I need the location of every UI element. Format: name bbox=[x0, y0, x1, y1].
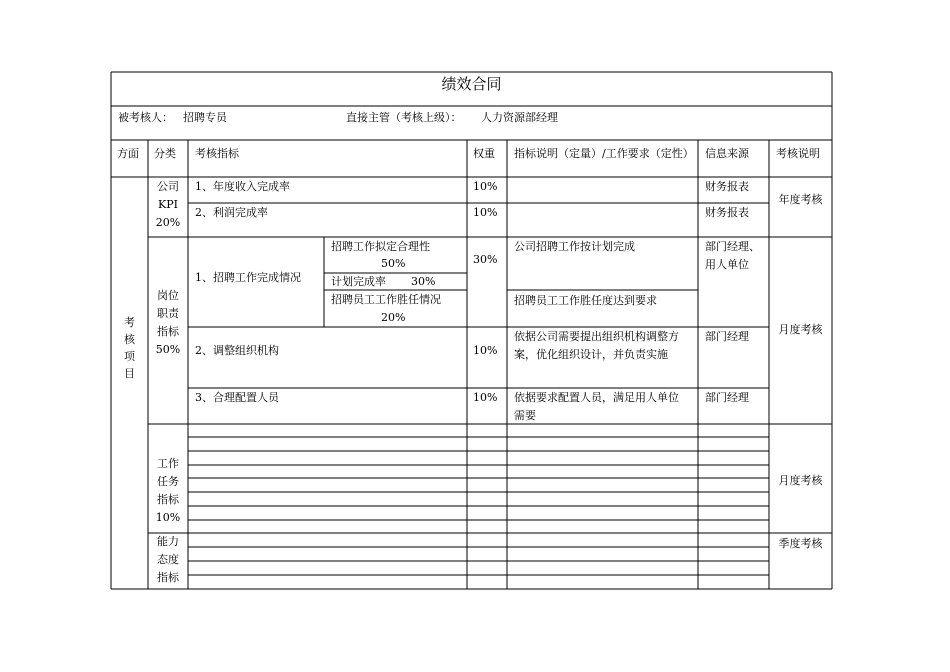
indicator-revenue: 1、年度收入完成率 bbox=[195, 180, 290, 193]
note-company-kpi: 年度考核 bbox=[778, 193, 823, 206]
note-work-task: 月度考核 bbox=[778, 474, 823, 487]
indicator-staffing: 3、合理配置人员 bbox=[195, 391, 279, 404]
source-org-structure: 部门经理 bbox=[705, 330, 749, 343]
note-ability: 季度考核 bbox=[778, 537, 823, 550]
sub-indicator-competence-pct: 20% bbox=[381, 311, 406, 324]
category-job-duty: 岗位 职责 指标 50% bbox=[155, 289, 181, 356]
indicator-org-structure: 2、调整组织机构 bbox=[195, 344, 279, 357]
header-description: 指标说明（定量）/工作要求（定性） bbox=[514, 147, 694, 160]
assessee-value: 招聘专员 bbox=[183, 111, 227, 124]
page-title: 绩效合同 bbox=[441, 75, 502, 93]
header-indicator: 考核指标 bbox=[195, 147, 239, 160]
header-note: 考核说明 bbox=[776, 147, 820, 160]
weight-profit: 10% bbox=[473, 206, 498, 219]
desc-recruitment-competence: 招聘员工工作胜任度达到要求 bbox=[514, 294, 657, 307]
desc-recruitment-plan: 公司招聘工作按计划完成 bbox=[514, 240, 635, 253]
supervisor-label: 直接主管（考核上级）： bbox=[346, 111, 462, 124]
indicator-profit: 2、利润完成率 bbox=[195, 206, 268, 219]
aspect-label: 考 核 项 目 bbox=[124, 316, 135, 380]
category-company-kpi: 公司 KPI 20% bbox=[155, 180, 181, 229]
sub-indicator-plan-rationality: 招聘工作拟定合理性 bbox=[331, 240, 430, 253]
header-aspect: 方面 bbox=[117, 147, 139, 160]
sub-indicator-competence: 招聘员工工作胜任情况 bbox=[331, 293, 441, 306]
category-ability: 能力 态度 指标 bbox=[157, 535, 179, 584]
sub-indicator-completion-pct: 30% bbox=[411, 275, 436, 288]
category-work-task: 工作 任务 指标 10% bbox=[155, 457, 181, 524]
weight-revenue: 10% bbox=[473, 180, 498, 193]
source-profit: 财务报表 bbox=[705, 206, 749, 219]
weight-recruitment: 30% bbox=[473, 253, 498, 266]
header-category: 分类 bbox=[154, 147, 176, 160]
desc-org-structure: 依据公司需要提出组织机构调整方 案，优化组织设计，并负责实施 bbox=[514, 330, 679, 361]
note-job-duty: 月度考核 bbox=[778, 323, 823, 336]
supervisor-value: 人力资源部经理 bbox=[481, 111, 558, 124]
header-weight: 权重 bbox=[473, 147, 495, 160]
source-staffing: 部门经理 bbox=[705, 391, 749, 404]
header-source: 信息来源 bbox=[705, 147, 749, 160]
assessee-label: 被考核人： bbox=[118, 111, 173, 124]
weight-staffing: 10% bbox=[473, 391, 498, 404]
sub-indicator-completion: 计划完成率 bbox=[331, 275, 386, 288]
sub-indicator-plan-rationality-pct: 50% bbox=[381, 257, 406, 270]
source-revenue: 财务报表 bbox=[705, 180, 749, 193]
desc-staffing: 依据要求配置人员，满足用人单位 需要 bbox=[514, 391, 679, 422]
source-recruitment: 部门经理、 用人单位 bbox=[705, 240, 760, 271]
weight-org-structure: 10% bbox=[473, 344, 498, 357]
indicator-recruitment: 1、招聘工作完成情况 bbox=[195, 271, 301, 284]
